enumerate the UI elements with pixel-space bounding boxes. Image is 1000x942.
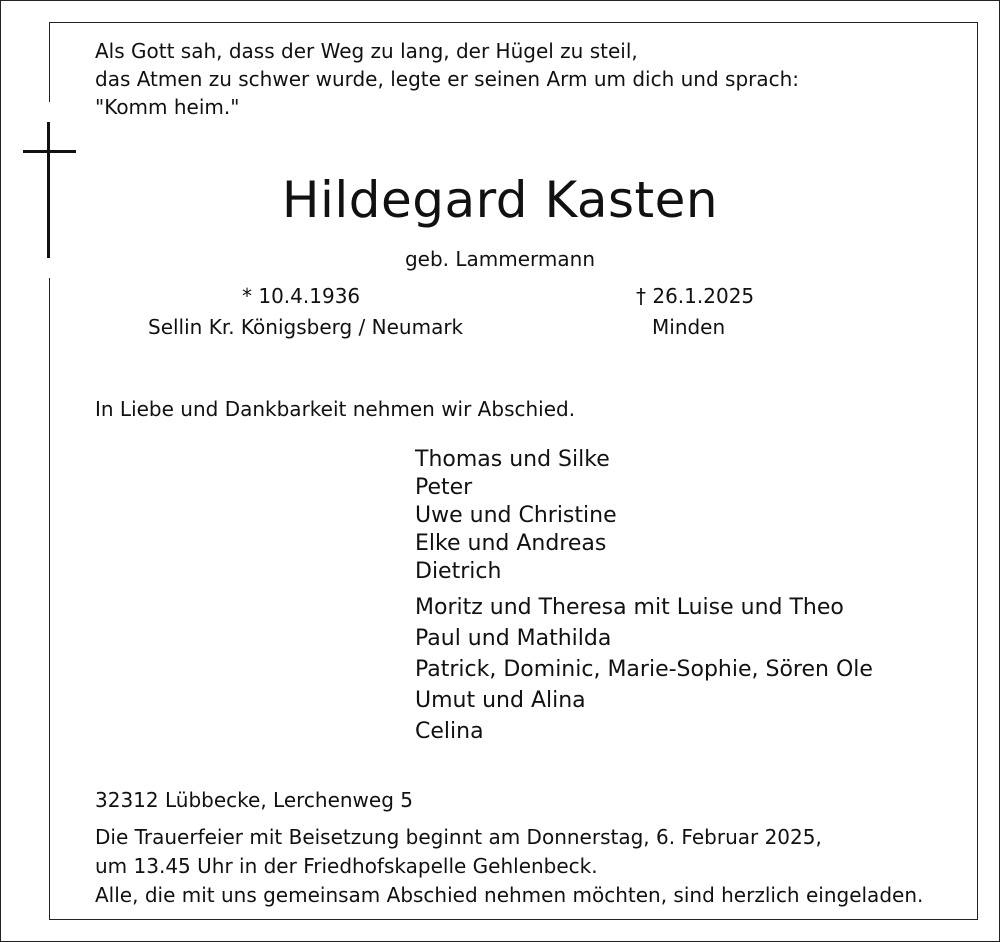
- farewell-intro: In Liebe und Dankbarkeit nehmen wir Abschied.: [95, 397, 576, 421]
- frame-right-border: [977, 22, 978, 920]
- family-address: 32312 Lübbecke, Lerchenweg 5: [95, 788, 413, 812]
- poem-block: [95, 37, 799, 121]
- family-entry: Peter: [415, 475, 473, 500]
- poem-line: "Komm heim.": [95, 95, 240, 119]
- deceased-name: Hildegard Kasten: [281, 171, 719, 229]
- birth-place: Sellin Kr. Königsberg / Neumark: [148, 315, 464, 339]
- family-entry: Patrick, Dominic, Marie-Sophie, Sören Ole: [415, 657, 873, 682]
- birth-date: * 10.4.1936: [242, 284, 361, 308]
- family-entry: Uwe und Christine: [415, 503, 617, 528]
- notice-line: um 13.45 Uhr in der Friedhofskapelle Gehlenbeck.: [95, 854, 598, 878]
- family-entry: Thomas und Silke: [415, 447, 610, 472]
- family-entry: Celina: [415, 719, 484, 744]
- cross-horizontal-bar: [23, 150, 76, 153]
- notice-line: Alle, die mit uns gemeinsam Abschied nehmen möchten, sind herzlich eingeladen.: [95, 883, 924, 907]
- family-entry: Moritz und Theresa mit Luise und Theo: [415, 595, 844, 620]
- family-entry: Paul und Mathilda: [415, 626, 612, 651]
- death-place: Minden: [652, 315, 726, 339]
- frame-left-border-lower: [49, 278, 50, 920]
- family-entry: Umut und Alina: [415, 688, 586, 713]
- notice-line: Die Trauerfeier mit Beisetzung beginnt am Donnerstag, 6. Februar 2025,: [95, 825, 822, 849]
- frame-bottom-border: [49, 919, 978, 920]
- frame-left-border-upper: [49, 22, 50, 102]
- family-entry: Elke und Andreas: [415, 531, 607, 556]
- frame-top-border: [49, 22, 977, 23]
- poem-line: das Atmen zu schwer wurde, legte er seinen Arm um dich und sprach:: [95, 67, 800, 91]
- poem-line: Als Gott sah, dass der Weg zu lang, der Hügel zu steil,: [95, 39, 638, 63]
- maiden-name: geb. Lammermann: [404, 247, 596, 271]
- death-date: † 26.1.2025: [636, 284, 755, 308]
- funeral-notice: [95, 823, 923, 910]
- family-entry: Dietrich: [415, 559, 502, 584]
